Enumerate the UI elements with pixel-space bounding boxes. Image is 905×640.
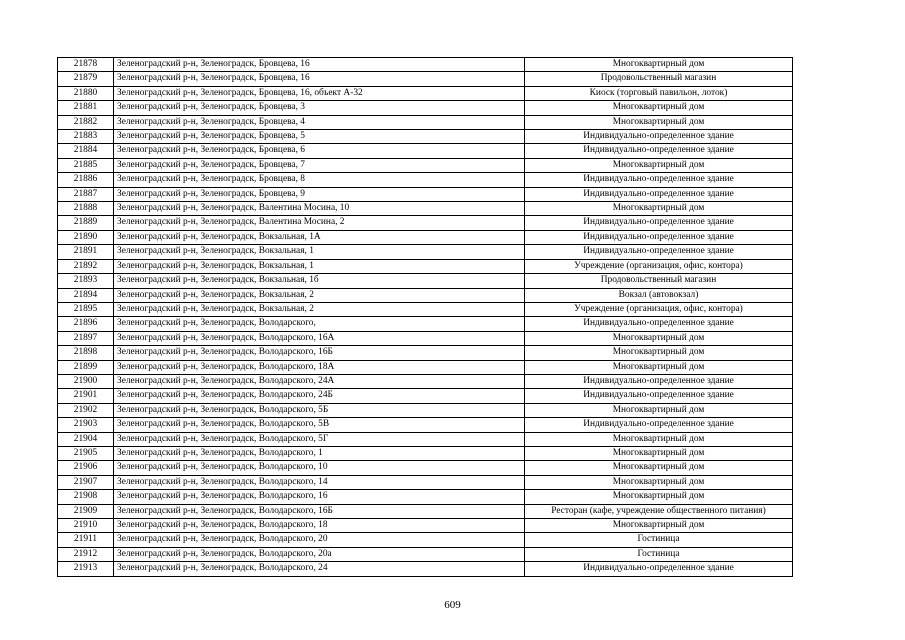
row-number-cell: 21889 (58, 216, 114, 230)
registry-table-body (58, 58, 793, 577)
object-type-cell: Индивидуально-определенное здание (525, 144, 793, 158)
table-row (58, 461, 793, 475)
address-cell: Зеленоградский р-н, Зеленоградск, Володарского, (114, 317, 525, 331)
row-number-cell: 21892 (58, 259, 114, 273)
row-number-cell: 21899 (58, 360, 114, 374)
object-type-cell: Многоквартирный дом (525, 360, 793, 374)
table-row (58, 58, 793, 72)
address-cell: Зеленоградский р-н, Зеленоградск, Вокзальная, 1 (114, 259, 525, 273)
table-row (58, 130, 793, 144)
object-type-cell: Индивидуально-определенное здание (525, 374, 793, 388)
object-type-cell: Индивидуально-определенное здание (525, 216, 793, 230)
table-row (58, 360, 793, 374)
table-row (58, 374, 793, 388)
address-cell: Зеленоградский р-н, Зеленоградск, Володарского, 10 (114, 461, 525, 475)
table-row (58, 158, 793, 172)
object-type-cell: Учреждение (организация, офис, контора) (525, 259, 793, 273)
row-number-cell: 21900 (58, 374, 114, 388)
table-row (58, 519, 793, 533)
address-cell: Зеленоградский р-н, Зеленоградск, Бровцева, 9 (114, 187, 525, 201)
row-number-cell: 21893 (58, 274, 114, 288)
table-row (58, 187, 793, 201)
object-type-cell: Индивидуально-определенное здание (525, 245, 793, 259)
object-type-cell: Многоквартирный дом (525, 519, 793, 533)
address-cell: Зеленоградский р-н, Зеленоградск, Володарского, 5В (114, 418, 525, 432)
table-row (58, 490, 793, 504)
object-type-cell: Многоквартирный дом (525, 202, 793, 216)
object-type-cell: Многоквартирный дом (525, 58, 793, 72)
row-number-cell: 21894 (58, 288, 114, 302)
table-row (58, 230, 793, 244)
object-type-cell: Многоквартирный дом (525, 461, 793, 475)
table-row (58, 101, 793, 115)
address-cell: Зеленоградский р-н, Зеленоградск, Вокзальная, 2 (114, 288, 525, 302)
address-cell: Зеленоградский р-н, Зеленоградск, Володарского, 20а (114, 547, 525, 561)
table-row (58, 331, 793, 345)
table-row (58, 547, 793, 561)
address-cell: Зеленоградский р-н, Зеленоградск, Бровцева, 16 (114, 58, 525, 72)
table-row (58, 288, 793, 302)
table-row (58, 533, 793, 547)
object-type-cell: Гостиница (525, 547, 793, 561)
address-cell: Зеленоградский р-н, Зеленоградск, Володарского, 16А (114, 331, 525, 345)
object-type-cell: Вокзал (автовокзал) (525, 288, 793, 302)
object-type-cell: Многоквартирный дом (525, 403, 793, 417)
address-cell: Зеленоградский р-н, Зеленоградск, Володарского, 24 (114, 562, 525, 576)
table-row (58, 317, 793, 331)
object-type-cell: Индивидуально-определенное здание (525, 130, 793, 144)
table-row (58, 274, 793, 288)
table-row (58, 115, 793, 129)
table-row (58, 432, 793, 446)
row-number-cell: 21908 (58, 490, 114, 504)
address-cell: Зеленоградский р-н, Зеленоградск, Валентина Мосина, 2 (114, 216, 525, 230)
object-type-cell: Многоквартирный дом (525, 101, 793, 115)
address-cell: Зеленоградский р-н, Зеленоградск, Володарского, 16Б (114, 504, 525, 518)
address-cell: Зеленоградский р-н, Зеленоградск, Вокзальная, 1А (114, 230, 525, 244)
row-number-cell: 21891 (58, 245, 114, 259)
address-cell: Зеленоградский р-н, Зеленоградск, Володарского, 18 (114, 519, 525, 533)
row-number-cell: 21886 (58, 173, 114, 187)
address-cell: Зеленоградский р-н, Зеленоградск, Бровцева, 7 (114, 158, 525, 172)
address-cell: Зеленоградский р-н, Зеленоградск, Володарского, 5Б (114, 403, 525, 417)
table-row (58, 173, 793, 187)
object-type-cell: Индивидуально-определенное здание (525, 317, 793, 331)
object-type-cell: Многоквартирный дом (525, 490, 793, 504)
table-row (58, 72, 793, 86)
table-row (58, 403, 793, 417)
object-type-cell: Индивидуально-определенное здание (525, 389, 793, 403)
address-cell: Зеленоградский р-н, Зеленоградск, Володарского, 16Б (114, 346, 525, 360)
address-cell: Зеленоградский р-н, Зеленоградск, Володарского, 20 (114, 533, 525, 547)
row-number-cell: 21912 (58, 547, 114, 561)
object-type-cell: Индивидуально-определенное здание (525, 230, 793, 244)
table-row (58, 446, 793, 460)
row-number-cell: 21901 (58, 389, 114, 403)
object-type-cell: Индивидуально-определенное здание (525, 562, 793, 576)
table-row (58, 202, 793, 216)
row-number-cell: 21898 (58, 346, 114, 360)
object-type-cell: Учреждение (организация, офис, контора) (525, 302, 793, 316)
row-number-cell: 21884 (58, 144, 114, 158)
address-cell: Зеленоградский р-н, Зеленоградск, Вокзальная, 1б (114, 274, 525, 288)
row-number-cell: 21890 (58, 230, 114, 244)
row-number-cell: 21895 (58, 302, 114, 316)
address-cell: Зеленоградский р-н, Зеленоградск, Бровцева, 3 (114, 101, 525, 115)
object-type-cell: Киоск (торговый павильон, лоток) (525, 86, 793, 100)
address-cell: Зеленоградский р-н, Зеленоградск, Бровцева, 16 (114, 72, 525, 86)
table-row (58, 346, 793, 360)
object-type-cell: Многоквартирный дом (525, 158, 793, 172)
address-cell: Зеленоградский р-н, Зеленоградск, Володарского, 24Б (114, 389, 525, 403)
row-number-cell: 21902 (58, 403, 114, 417)
address-cell: Зеленоградский р-н, Зеленоградск, Володарского, 5Г (114, 432, 525, 446)
object-type-cell: Многоквартирный дом (525, 475, 793, 489)
registry-table (57, 57, 793, 577)
object-type-cell: Гостиница (525, 533, 793, 547)
row-number-cell: 21913 (58, 562, 114, 576)
row-number-cell: 21906 (58, 461, 114, 475)
address-cell: Зеленоградский р-н, Зеленоградск, Бровцева, 8 (114, 173, 525, 187)
address-cell: Зеленоградский р-н, Зеленоградск, Володарского, 18А (114, 360, 525, 374)
address-cell: Зеленоградский р-н, Зеленоградск, Володарского, 14 (114, 475, 525, 489)
table-row (58, 144, 793, 158)
row-number-cell: 21909 (58, 504, 114, 518)
object-type-cell: Продовольственный магазин (525, 274, 793, 288)
row-number-cell: 21905 (58, 446, 114, 460)
table-row (58, 86, 793, 100)
address-cell: Зеленоградский р-н, Зеленоградск, Володарского, 16 (114, 490, 525, 504)
table-row (58, 216, 793, 230)
row-number-cell: 21881 (58, 101, 114, 115)
object-type-cell: Многоквартирный дом (525, 346, 793, 360)
row-number-cell: 21882 (58, 115, 114, 129)
row-number-cell: 21903 (58, 418, 114, 432)
table-row (58, 245, 793, 259)
address-cell: Зеленоградский р-н, Зеленоградск, Володарского, 24А (114, 374, 525, 388)
row-number-cell: 21883 (58, 130, 114, 144)
row-number-cell: 21910 (58, 519, 114, 533)
row-number-cell: 21897 (58, 331, 114, 345)
object-type-cell: Индивидуально-определенное здание (525, 173, 793, 187)
row-number-cell: 21896 (58, 317, 114, 331)
address-cell: Зеленоградский р-н, Зеленоградск, Бровцева, 5 (114, 130, 525, 144)
row-number-cell: 21887 (58, 187, 114, 201)
row-number-cell: 21885 (58, 158, 114, 172)
table-row (58, 504, 793, 518)
address-cell: Зеленоградский р-н, Зеленоградск, Володарского, 1 (114, 446, 525, 460)
row-number-cell: 21911 (58, 533, 114, 547)
table-row (58, 475, 793, 489)
object-type-cell: Многоквартирный дом (525, 115, 793, 129)
object-type-cell: Многоквартирный дом (525, 432, 793, 446)
object-type-cell: Индивидуально-определенное здание (525, 418, 793, 432)
address-cell: Зеленоградский р-н, Зеленоградск, Валентина Мосина, 10 (114, 202, 525, 216)
table-row (58, 418, 793, 432)
address-cell: Зеленоградский р-н, Зеленоградск, Бровцева, 4 (114, 115, 525, 129)
address-cell: Зеленоградский р-н, Зеленоградск, Бровцева, 16, объект А-32 (114, 86, 525, 100)
row-number-cell: 21880 (58, 86, 114, 100)
table-row (58, 562, 793, 576)
object-type-cell: Ресторан (кафе, учреждение общественного питания) (525, 504, 793, 518)
row-number-cell: 21878 (58, 58, 114, 72)
address-cell: Зеленоградский р-н, Зеленоградск, Вокзальная, 1 (114, 245, 525, 259)
row-number-cell: 21879 (58, 72, 114, 86)
object-type-cell: Многоквартирный дом (525, 446, 793, 460)
address-cell: Зеленоградский р-н, Зеленоградск, Бровцева, 6 (114, 144, 525, 158)
object-type-cell: Продовольственный магазин (525, 72, 793, 86)
address-cell: Зеленоградский р-н, Зеленоградск, Вокзальная, 2 (114, 302, 525, 316)
row-number-cell: 21904 (58, 432, 114, 446)
object-type-cell: Индивидуально-определенное здание (525, 187, 793, 201)
page-number: 609 (444, 599, 461, 611)
table-row (58, 259, 793, 273)
object-type-cell: Многоквартирный дом (525, 331, 793, 345)
row-number-cell: 21907 (58, 475, 114, 489)
table-row (58, 302, 793, 316)
row-number-cell: 21888 (58, 202, 114, 216)
table-row (58, 389, 793, 403)
